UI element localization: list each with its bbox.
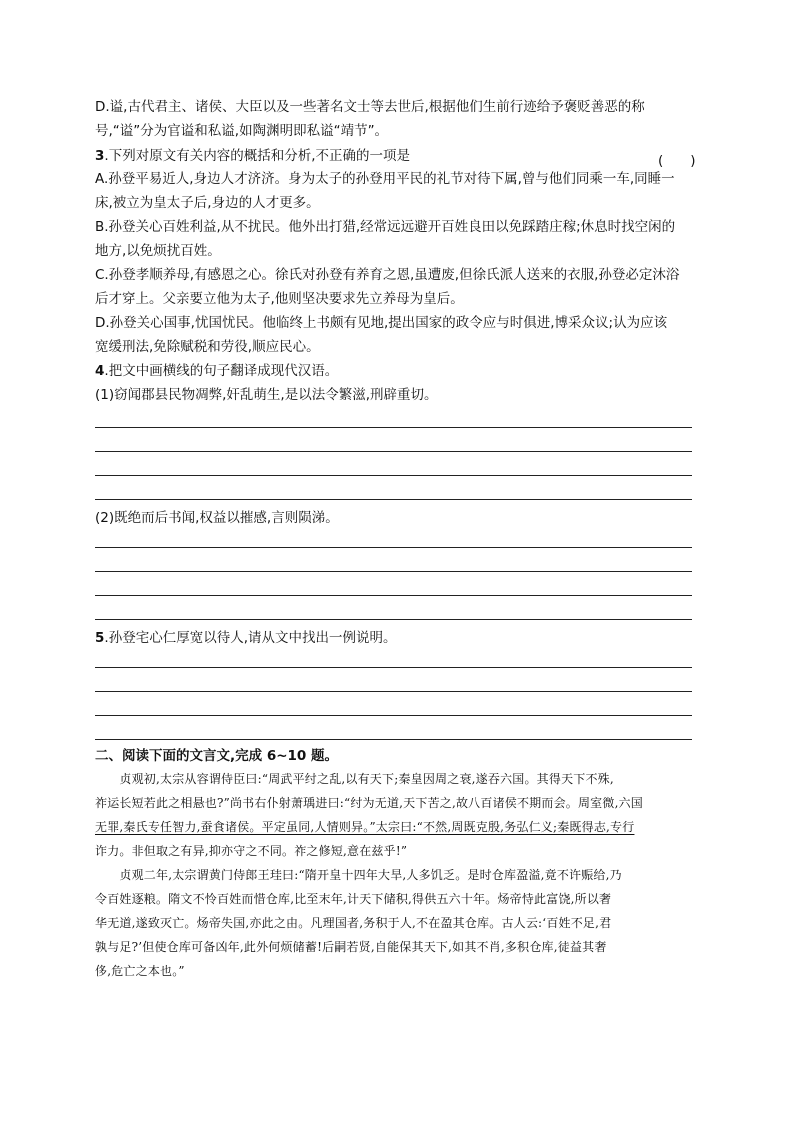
answer-line[interactable] [95, 451, 692, 452]
passage-p1-line3: 无罪,秦氏专任智力,蚕食诸侯。平定虽同,人情则异。”太宗曰:“不然,周既克殷,务弘仁义;秦既得志,专行 [95, 820, 635, 834]
answer-line[interactable] [95, 475, 692, 476]
answer-line[interactable] [95, 595, 692, 596]
answer-line[interactable] [95, 691, 692, 692]
q4-sub2: (2)既绝而后书闻,权益以摧感,言则陨涕。 [95, 510, 339, 526]
passage-p2-line2: 令百姓逐粮。隋文不怜百姓而惜仓库,比至末年,计天下储积,得供五六十年。炀帝恃此富饶,所以奢 [95, 892, 612, 906]
answer-line[interactable] [95, 499, 692, 500]
passage-p2-line1: 贞观二年,太宗谓黄门侍郎王珪曰:“隋开皇十四年大旱,人多饥乏。是时仓库盈溢,竟不许赈给,乃 [95, 868, 622, 882]
q3-option-c-line2: 后才穿上。父亲要立他为太子,他则坚决要求先立养母为皇后。 [95, 291, 464, 307]
q4-stem-text: .把文中画横线的句子翻译成现代汉语。 [104, 363, 339, 379]
q3-option-d-line2: 宽缓刑法,免除赋税和劳役,顺应民心。 [95, 339, 320, 355]
answer-line[interactable] [95, 547, 692, 548]
q2-option-d-line1: D.谥,古代君主、诸侯、大臣以及一些著名文士等去世后,根据他们生前行迹给予褒贬善恶的称 [95, 99, 645, 115]
passage-p2-line4: 孰与足?’但使仓库可备凶年,此外何烦储蓄!后嗣若贤,自能保其天下,如其不肖,多积仓库,徒益其奢 [95, 940, 607, 954]
passage-p1-line2 [95, 792, 700, 814]
q2-option-d-line2: 号,“谥”分为官谥和私谥,如陶渊明即私谥“靖节”。 [95, 123, 389, 139]
answer-line[interactable] [95, 619, 692, 620]
q3-stem-text: .下列对原文有关内容的概括和分析,不正确的一项是 [104, 148, 410, 164]
q3-option-d-line1: D.孙登关心国事,忧国忧民。他临终上书颇有见地,提出国家的政令应与时俱进,博采众议;认为应该 [95, 315, 668, 331]
q3-option-a-line1: A.孙登平易近人,身边人才济济。身为太子的孙登用平民的礼节对待下属,曾与他们同乘一车,同睡一 [95, 171, 675, 187]
answer-line[interactable] [95, 667, 692, 668]
passage-p2-line3: 华无道,遂致灭亡。炀帝失国,亦此之由。凡理国者,务积于人,不在盈其仓库。古人云:‘百姓不足,君 [95, 916, 612, 930]
q3-answer-paren[interactable]: ( ) [658, 153, 696, 169]
answer-line[interactable] [95, 739, 692, 740]
passage-p1-line4: 诈力。非但取之有异,抑亦守之不同。祚之修短,意在兹乎!” [95, 844, 408, 858]
q5-number: 5 [95, 630, 105, 646]
passage-p1-line1: 贞观初,太宗从容谓侍臣曰:“周武平纣之乱,以有天下;秦皇因周之衰,遂吞六国。其得天下不殊, [95, 772, 614, 786]
q3-option-a-line2: 床,被立为皇太子后,身边的人才更多。 [95, 195, 320, 211]
q3-option-b-line1: B.孙登关心百姓利益,从不扰民。他外出打猎,经常远远避开百姓良田以免踩踏庄稼;休息时找空闲的 [95, 219, 676, 235]
q3-option-b-line2: 地方,以免烦扰百姓。 [95, 243, 221, 259]
q3-stem [95, 145, 705, 167]
answer-line[interactable] [95, 427, 692, 428]
q4-number: 4 [95, 363, 105, 379]
q5-stem-text: .孙登宅心仁厚宽以待人,请从文中找出一例说明。 [104, 630, 397, 646]
q3-number: 3 [95, 148, 105, 164]
passage-p2-line5: 侈,危亡之本也。” [95, 964, 185, 978]
q3-option-c-line1: C.孙登孝顺养母,有感恩之心。徐氏对孙登有养育之恩,虽遭废,但徐氏派人送来的衣服,孙登必定沐浴 [95, 267, 680, 283]
section-2-title: 二、阅读下面的文言文,完成 6~10 题。 [95, 748, 339, 764]
passage-p1-line2-text: 祚运长短若此之相悬也?”尚书右仆射萧瑀进曰:“纣为无道,天下苦之,故八百诸侯不期而会。周室微,六国 [95, 796, 643, 810]
q4-sub1: (1)窃闻郡县民物凋弊,奸乱萌生,是以法令繁滋,刑辟重切。 [95, 387, 438, 403]
q5-stem [95, 627, 705, 649]
answer-line[interactable] [95, 571, 692, 572]
q4-stem [95, 360, 705, 382]
answer-line[interactable] [95, 715, 692, 716]
